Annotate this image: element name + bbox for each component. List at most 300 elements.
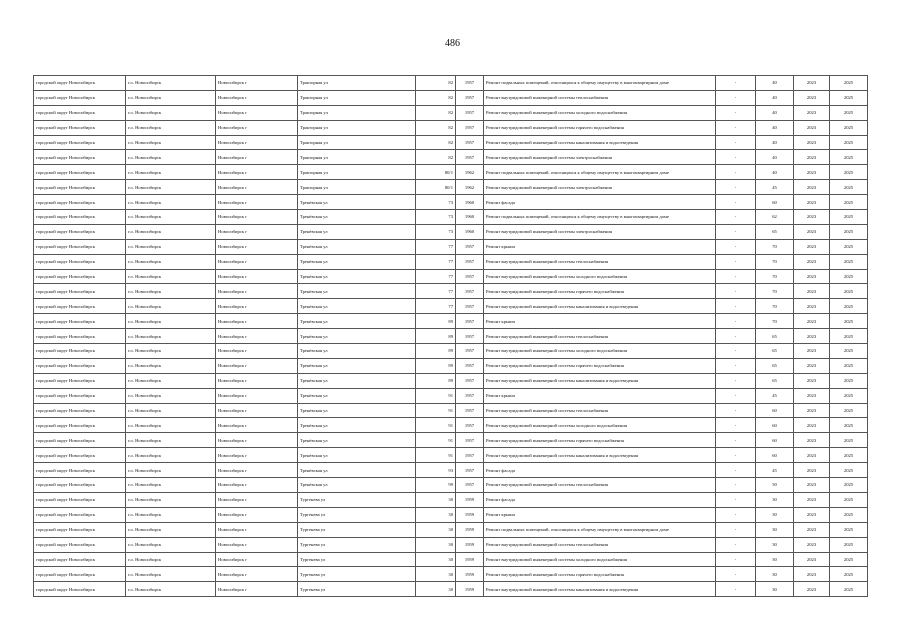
year-built-cell: 1957	[456, 239, 484, 254]
table-row	[34, 418, 868, 433]
plan-end-year-cell: 2025	[830, 478, 868, 493]
plan-end-year-cell: 2025	[830, 507, 868, 522]
plan-start-year-cell: 2023	[794, 448, 830, 463]
wear-percent-cell: 30	[756, 567, 794, 582]
table-row	[34, 210, 868, 225]
table-row	[34, 373, 868, 388]
urban-district-cell: г.о. Новосибирск	[126, 224, 216, 239]
plan-start-year-cell: 2023	[794, 284, 830, 299]
municipality-cell: городской округ Новосибирск	[34, 433, 126, 448]
urban-district-cell: г.о. Новосибирск	[126, 358, 216, 373]
wear-percent-cell: 70	[756, 299, 794, 314]
street-cell: Тракторная ул	[298, 135, 416, 150]
wear-percent-cell: 45	[756, 388, 794, 403]
municipality-cell: городской округ Новосибирск	[34, 76, 126, 91]
house-number-cell: 91	[416, 388, 456, 403]
house-number-cell: 77	[416, 254, 456, 269]
municipality-cell: городской округ Новосибирск	[34, 284, 126, 299]
work-type-cell: Ремонт внутридомовой инженерной системы холодного водоснабжения	[484, 344, 716, 359]
municipality-cell: городской округ Новосибирск	[34, 567, 126, 582]
cost-cell: -	[716, 433, 756, 448]
year-built-cell: 1960	[456, 210, 484, 225]
municipality-cell: городской округ Новосибирск	[34, 180, 126, 195]
cost-cell: -	[716, 284, 756, 299]
work-type-cell: Ремонт крыши	[484, 239, 716, 254]
urban-district-cell: г.о. Новосибирск	[126, 284, 216, 299]
municipality-cell: городской округ Новосибирск	[34, 403, 126, 418]
plan-end-year-cell: 2025	[830, 492, 868, 507]
work-type-cell: Ремонт внутридомовой инженерной системы теплоснабжения	[484, 329, 716, 344]
locality-cell: Новосибирск г	[216, 418, 298, 433]
year-built-cell: 1957	[456, 254, 484, 269]
plan-start-year-cell: 2023	[794, 90, 830, 105]
municipality-cell: городской округ Новосибирск	[34, 344, 126, 359]
work-type-cell: Ремонт внутридомовой инженерной системы горячего водоснабжения	[484, 358, 716, 373]
urban-district-cell: г.о. Новосибирск	[126, 433, 216, 448]
wear-percent-cell: 30	[756, 552, 794, 567]
urban-district-cell: г.о. Новосибирск	[126, 299, 216, 314]
wear-percent-cell: 62	[756, 210, 794, 225]
plan-end-year-cell: 2025	[830, 567, 868, 582]
plan-end-year-cell: 2025	[830, 239, 868, 254]
urban-district-cell: г.о. Новосибирск	[126, 180, 216, 195]
table-row	[34, 239, 868, 254]
table-row	[34, 120, 868, 135]
locality-cell: Новосибирск г	[216, 522, 298, 537]
street-cell: Тургенева ул	[298, 552, 416, 567]
plan-end-year-cell: 2025	[830, 284, 868, 299]
cost-cell: -	[716, 478, 756, 493]
wear-percent-cell: 40	[756, 90, 794, 105]
cost-cell: -	[716, 403, 756, 418]
year-built-cell: 1957	[456, 358, 484, 373]
locality-cell: Новосибирск г	[216, 239, 298, 254]
house-number-cell: 30	[416, 522, 456, 537]
plan-end-year-cell: 2025	[830, 105, 868, 120]
cost-cell: -	[716, 463, 756, 478]
street-cell: Тракторная ул	[298, 90, 416, 105]
year-built-cell: 1957	[456, 150, 484, 165]
cost-cell: -	[716, 299, 756, 314]
year-built-cell: 1957	[456, 418, 484, 433]
cost-cell: -	[716, 492, 756, 507]
locality-cell: Новосибирск г	[216, 358, 298, 373]
street-cell: Тренёвская ул	[298, 195, 416, 210]
wear-percent-cell: 30	[756, 537, 794, 552]
year-built-cell: 1959	[456, 492, 484, 507]
wear-percent-cell: 70	[756, 314, 794, 329]
cost-cell: -	[716, 567, 756, 582]
plan-end-year-cell: 2025	[830, 180, 868, 195]
plan-start-year-cell: 2023	[794, 492, 830, 507]
plan-start-year-cell: 2023	[794, 299, 830, 314]
municipality-cell: городской округ Новосибирск	[34, 120, 126, 135]
urban-district-cell: г.о. Новосибирск	[126, 478, 216, 493]
house-number-cell: 82	[416, 90, 456, 105]
house-number-cell: 30	[416, 567, 456, 582]
locality-cell: Новосибирск г	[216, 135, 298, 150]
year-built-cell: 1957	[456, 120, 484, 135]
house-number-cell: 77	[416, 239, 456, 254]
cost-cell: -	[716, 537, 756, 552]
house-number-cell: 89	[416, 314, 456, 329]
municipality-cell: городской округ Новосибирск	[34, 165, 126, 180]
year-built-cell: 1960	[456, 195, 484, 210]
urban-district-cell: г.о. Новосибирск	[126, 492, 216, 507]
locality-cell: Новосибирск г	[216, 344, 298, 359]
house-number-cell: 73	[416, 195, 456, 210]
street-cell: Тургенева ул	[298, 492, 416, 507]
urban-district-cell: г.о. Новосибирск	[126, 210, 216, 225]
urban-district-cell: г.о. Новосибирск	[126, 314, 216, 329]
street-cell: Тренёвская ул	[298, 284, 416, 299]
table-row	[34, 254, 868, 269]
locality-cell: Новосибирск г	[216, 552, 298, 567]
plan-start-year-cell: 2023	[794, 507, 830, 522]
work-type-cell: Ремонт подвальных помещений, относящихся к общему имуществу в многоквартирном доме	[484, 165, 716, 180]
street-cell: Тренёвская ул	[298, 224, 416, 239]
municipality-cell: городской округ Новосибирск	[34, 537, 126, 552]
house-number-cell: 89	[416, 373, 456, 388]
plan-start-year-cell: 2023	[794, 358, 830, 373]
urban-district-cell: г.о. Новосибирск	[126, 567, 216, 582]
plan-end-year-cell: 2025	[830, 135, 868, 150]
municipality-cell: городской округ Новосибирск	[34, 373, 126, 388]
urban-district-cell: г.о. Новосибирск	[126, 537, 216, 552]
street-cell: Тренёвская ул	[298, 344, 416, 359]
urban-district-cell: г.о. Новосибирск	[126, 254, 216, 269]
table-row	[34, 180, 868, 195]
year-built-cell: 1957	[456, 388, 484, 403]
locality-cell: Новосибирск г	[216, 165, 298, 180]
table-row	[34, 344, 868, 359]
plan-start-year-cell: 2023	[794, 567, 830, 582]
work-type-cell: Ремонт внутридомовой инженерной системы канализования и водоотведения	[484, 299, 716, 314]
year-built-cell: 1957	[456, 314, 484, 329]
table-row	[34, 329, 868, 344]
cost-cell: -	[716, 418, 756, 433]
plan-start-year-cell: 2023	[794, 433, 830, 448]
wear-percent-cell: 30	[756, 522, 794, 537]
locality-cell: Новосибирск г	[216, 254, 298, 269]
wear-percent-cell: 45	[756, 463, 794, 478]
locality-cell: Новосибирск г	[216, 463, 298, 478]
table-row	[34, 403, 868, 418]
locality-cell: Новосибирск г	[216, 76, 298, 91]
house-number-cell: 30	[416, 552, 456, 567]
house-number-cell: 82	[416, 120, 456, 135]
urban-district-cell: г.о. Новосибирск	[126, 105, 216, 120]
table-row	[34, 299, 868, 314]
municipality-cell: городской округ Новосибирск	[34, 135, 126, 150]
plan-end-year-cell: 2025	[830, 120, 868, 135]
year-built-cell: 1957	[456, 478, 484, 493]
municipality-cell: городской округ Новосибирск	[34, 388, 126, 403]
locality-cell: Новосибирск г	[216, 433, 298, 448]
street-cell: Тренёвская ул	[298, 373, 416, 388]
street-cell: Тренёвская ул	[298, 254, 416, 269]
plan-start-year-cell: 2023	[794, 165, 830, 180]
work-type-cell: Ремонт внутридомовой инженерной системы канализования и водоотведения	[484, 582, 716, 597]
wear-percent-cell: 30	[756, 492, 794, 507]
plan-end-year-cell: 2025	[830, 552, 868, 567]
municipality-cell: городской округ Новосибирск	[34, 463, 126, 478]
locality-cell: Новосибирск г	[216, 210, 298, 225]
wear-percent-cell: 60	[756, 448, 794, 463]
house-number-cell: 91	[416, 403, 456, 418]
plan-start-year-cell: 2023	[794, 120, 830, 135]
table-row	[34, 463, 868, 478]
table-row	[34, 567, 868, 582]
work-type-cell: Ремонт внутридомовой инженерной системы электроснабжения	[484, 224, 716, 239]
table-row	[34, 76, 868, 91]
cost-cell: -	[716, 150, 756, 165]
plan-start-year-cell: 2023	[794, 403, 830, 418]
plan-end-year-cell: 2025	[830, 254, 868, 269]
wear-percent-cell: 70	[756, 269, 794, 284]
street-cell: Тракторная ул	[298, 105, 416, 120]
wear-percent-cell: 60	[756, 403, 794, 418]
plan-end-year-cell: 2025	[830, 358, 868, 373]
work-type-cell: Ремонт крыши	[484, 314, 716, 329]
wear-percent-cell: 65	[756, 373, 794, 388]
cost-cell: -	[716, 388, 756, 403]
plan-start-year-cell: 2023	[794, 195, 830, 210]
locality-cell: Новосибирск г	[216, 507, 298, 522]
locality-cell: Новосибирск г	[216, 120, 298, 135]
work-type-cell: Ремонт подвальных помещений, относящихся к общему имуществу в многоквартирном доме	[484, 522, 716, 537]
locality-cell: Новосибирск г	[216, 478, 298, 493]
cost-cell: -	[716, 329, 756, 344]
wear-percent-cell: 40	[756, 150, 794, 165]
wear-percent-cell: 65	[756, 344, 794, 359]
municipality-cell: городской округ Новосибирск	[34, 522, 126, 537]
year-built-cell: 1957	[456, 76, 484, 91]
wear-percent-cell: 40	[756, 105, 794, 120]
table-row	[34, 537, 868, 552]
year-built-cell: 1957	[456, 403, 484, 418]
plan-end-year-cell: 2025	[830, 388, 868, 403]
street-cell: Тренёвская ул	[298, 314, 416, 329]
house-number-cell: 80/1	[416, 180, 456, 195]
locality-cell: Новосибирск г	[216, 314, 298, 329]
municipality-cell: городской округ Новосибирск	[34, 358, 126, 373]
street-cell: Тренёвская ул	[298, 418, 416, 433]
street-cell: Тренёвская ул	[298, 478, 416, 493]
municipality-cell: городской округ Новосибирск	[34, 478, 126, 493]
house-number-cell: 73	[416, 224, 456, 239]
house-number-cell: 80/1	[416, 165, 456, 180]
table-row	[34, 478, 868, 493]
house-number-cell: 82	[416, 76, 456, 91]
street-cell: Тракторная ул	[298, 76, 416, 91]
plan-start-year-cell: 2023	[794, 254, 830, 269]
table-row	[34, 358, 868, 373]
work-type-cell: Ремонт крыши	[484, 507, 716, 522]
municipality-cell: городской округ Новосибирск	[34, 210, 126, 225]
wear-percent-cell: 65	[756, 329, 794, 344]
year-built-cell: 1957	[456, 463, 484, 478]
wear-percent-cell: 70	[756, 254, 794, 269]
table-row	[34, 150, 868, 165]
cost-cell: -	[716, 269, 756, 284]
cost-cell: -	[716, 552, 756, 567]
plan-end-year-cell: 2025	[830, 403, 868, 418]
house-number-cell: 82	[416, 135, 456, 150]
table-row	[34, 269, 868, 284]
locality-cell: Новосибирск г	[216, 269, 298, 284]
cost-cell: -	[716, 165, 756, 180]
cost-cell: -	[716, 344, 756, 359]
table-row	[34, 552, 868, 567]
municipality-cell: городской округ Новосибирск	[34, 195, 126, 210]
work-type-cell: Ремонт внутридомовой инженерной системы канализования и водоотведения	[484, 373, 716, 388]
street-cell: Тренёвская ул	[298, 299, 416, 314]
wear-percent-cell: 65	[756, 358, 794, 373]
wear-percent-cell: 30	[756, 507, 794, 522]
year-built-cell: 1957	[456, 329, 484, 344]
plan-end-year-cell: 2025	[830, 299, 868, 314]
work-type-cell: Ремонт подвальных помещений, относящихся к общему имуществу в многоквартирном доме	[484, 76, 716, 91]
house-number-cell: 89	[416, 344, 456, 359]
year-built-cell: 1957	[456, 373, 484, 388]
urban-district-cell: г.о. Новосибирск	[126, 329, 216, 344]
locality-cell: Новосибирск г	[216, 567, 298, 582]
plan-start-year-cell: 2023	[794, 418, 830, 433]
house-number-cell: 77	[416, 269, 456, 284]
municipality-cell: городской округ Новосибирск	[34, 239, 126, 254]
plan-end-year-cell: 2025	[830, 76, 868, 91]
locality-cell: Новосибирск г	[216, 299, 298, 314]
table-row	[34, 135, 868, 150]
year-built-cell: 1957	[456, 105, 484, 120]
urban-district-cell: г.о. Новосибирск	[126, 522, 216, 537]
work-type-cell: Ремонт внутридомовой инженерной системы горячего водоснабжения	[484, 433, 716, 448]
repair-register-table	[33, 75, 868, 597]
municipality-cell: городской округ Новосибирск	[34, 492, 126, 507]
house-number-cell: 30	[416, 492, 456, 507]
year-built-cell: 1959	[456, 567, 484, 582]
cost-cell: -	[716, 239, 756, 254]
street-cell: Тренёвская ул	[298, 403, 416, 418]
street-cell: Тренёвская ул	[298, 239, 416, 254]
plan-end-year-cell: 2025	[830, 373, 868, 388]
plan-start-year-cell: 2023	[794, 105, 830, 120]
plan-start-year-cell: 2023	[794, 373, 830, 388]
table-row	[34, 507, 868, 522]
street-cell: Тургенева ул	[298, 567, 416, 582]
cost-cell: -	[716, 76, 756, 91]
street-cell: Тракторная ул	[298, 180, 416, 195]
urban-district-cell: г.о. Новосибирск	[126, 344, 216, 359]
wear-percent-cell: 60	[756, 195, 794, 210]
cost-cell: -	[716, 90, 756, 105]
municipality-cell: городской округ Новосибирск	[34, 582, 126, 597]
plan-end-year-cell: 2025	[830, 165, 868, 180]
year-built-cell: 1957	[456, 269, 484, 284]
work-type-cell: Ремонт внутридомовой инженерной системы теплоснабжения	[484, 403, 716, 418]
street-cell: Тургенева ул	[298, 582, 416, 597]
urban-district-cell: г.о. Новосибирск	[126, 448, 216, 463]
year-built-cell: 1959	[456, 507, 484, 522]
urban-district-cell: г.о. Новосибирск	[126, 507, 216, 522]
locality-cell: Новосибирск г	[216, 537, 298, 552]
cost-cell: -	[716, 254, 756, 269]
plan-start-year-cell: 2023	[794, 463, 830, 478]
table-row	[34, 165, 868, 180]
cost-cell: -	[716, 507, 756, 522]
municipality-cell: городской округ Новосибирск	[34, 552, 126, 567]
work-type-cell: Ремонт внутридомовой инженерной системы теплоснабжения	[484, 478, 716, 493]
table-row	[34, 448, 868, 463]
cost-cell: -	[716, 105, 756, 120]
plan-end-year-cell: 2025	[830, 522, 868, 537]
urban-district-cell: г.о. Новосибирск	[126, 269, 216, 284]
plan-start-year-cell: 2023	[794, 269, 830, 284]
work-type-cell: Ремонт подвальных помещений, относящихся к общему имуществу в многоквартирном доме	[484, 210, 716, 225]
year-built-cell: 1959	[456, 582, 484, 597]
work-type-cell: Ремонт внутридомовой инженерной системы теплоснабжения	[484, 90, 716, 105]
plan-start-year-cell: 2023	[794, 522, 830, 537]
locality-cell: Новосибирск г	[216, 224, 298, 239]
work-type-cell: Ремонт внутридомовой инженерной системы горячего водоснабжения	[484, 567, 716, 582]
plan-start-year-cell: 2023	[794, 344, 830, 359]
house-number-cell: 77	[416, 299, 456, 314]
plan-end-year-cell: 2025	[830, 537, 868, 552]
cost-cell: -	[716, 210, 756, 225]
municipality-cell: городской округ Новосибирск	[34, 418, 126, 433]
municipality-cell: городской округ Новосибирск	[34, 90, 126, 105]
plan-end-year-cell: 2025	[830, 224, 868, 239]
house-number-cell: 91	[416, 418, 456, 433]
table-row	[34, 388, 868, 403]
work-type-cell: Ремонт внутридомовой инженерной системы горячего водоснабжения	[484, 284, 716, 299]
plan-start-year-cell: 2023	[794, 150, 830, 165]
locality-cell: Новосибирск г	[216, 90, 298, 105]
house-number-cell: 89	[416, 329, 456, 344]
street-cell: Тракторная ул	[298, 120, 416, 135]
table-row	[34, 195, 868, 210]
municipality-cell: городской округ Новосибирск	[34, 507, 126, 522]
year-built-cell: 1959	[456, 522, 484, 537]
cost-cell: -	[716, 448, 756, 463]
urban-district-cell: г.о. Новосибирск	[126, 90, 216, 105]
plan-start-year-cell: 2023	[794, 478, 830, 493]
house-number-cell: 93	[416, 463, 456, 478]
work-type-cell: Ремонт фасада	[484, 195, 716, 210]
urban-district-cell: г.о. Новосибирск	[126, 388, 216, 403]
year-built-cell: 1962	[456, 165, 484, 180]
house-number-cell: 82	[416, 105, 456, 120]
municipality-cell: городской округ Новосибирск	[34, 299, 126, 314]
cost-cell: -	[716, 120, 756, 135]
house-number-cell: 77	[416, 284, 456, 299]
work-type-cell: Ремонт внутридомовой инженерной системы канализования и водоотведения	[484, 135, 716, 150]
plan-start-year-cell: 2023	[794, 135, 830, 150]
page-number: 486	[445, 38, 460, 49]
work-type-cell: Ремонт фасада	[484, 463, 716, 478]
plan-start-year-cell: 2023	[794, 239, 830, 254]
work-type-cell: Ремонт внутридомовой инженерной системы холодного водоснабжения	[484, 269, 716, 284]
urban-district-cell: г.о. Новосибирск	[126, 403, 216, 418]
wear-percent-cell: 50	[756, 478, 794, 493]
street-cell: Тренёвская ул	[298, 269, 416, 284]
wear-percent-cell: 60	[756, 418, 794, 433]
plan-end-year-cell: 2025	[830, 210, 868, 225]
plan-end-year-cell: 2025	[830, 344, 868, 359]
plan-start-year-cell: 2023	[794, 537, 830, 552]
year-built-cell: 1957	[456, 344, 484, 359]
